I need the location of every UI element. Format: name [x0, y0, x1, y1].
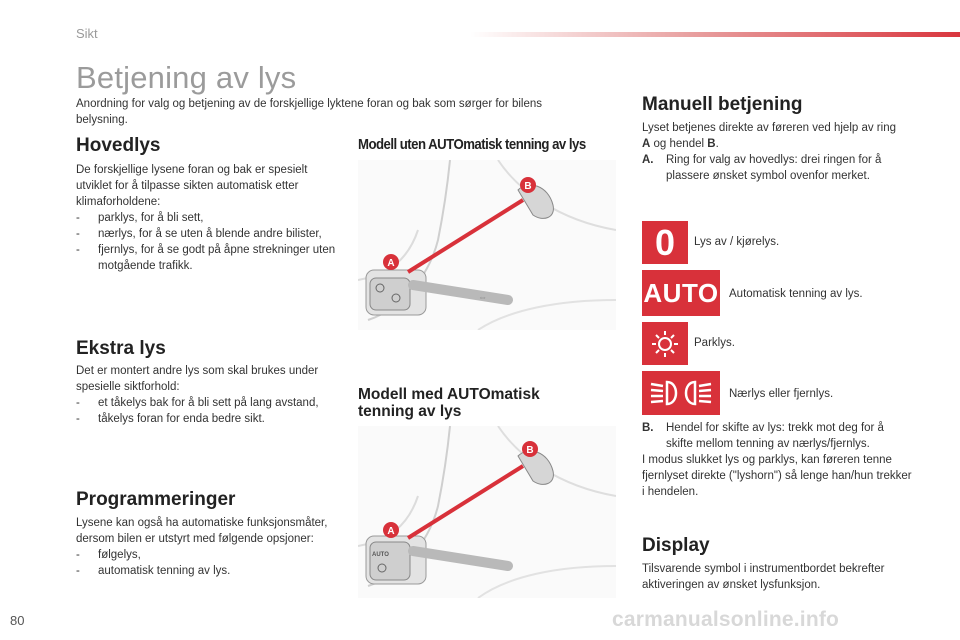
header-accent-bar [470, 32, 960, 37]
symbol-label-auto: Automatisk tenning av lys. [729, 288, 863, 300]
callout-b: B [526, 445, 534, 456]
programmeringer-body [76, 515, 331, 579]
callout-b: B [524, 181, 532, 192]
parking-light-svg [650, 329, 680, 359]
list-item: - nærlys, for å se uten å blende andre bilister, [76, 226, 336, 242]
list-item: - parklys, for å bli sett, [76, 210, 336, 226]
model-with-heading-line2: tenning av lys [358, 403, 462, 420]
model-with-heading-line1: Modell med AUTOmatisk [358, 386, 540, 403]
ekstra-body [76, 363, 341, 427]
manuell-heading: Manuell betjening [642, 94, 803, 115]
auto-icon [642, 270, 720, 316]
hovedlys-heading: Hovedlys [76, 135, 161, 156]
symbol-label-parking: Parklys. [694, 337, 735, 349]
list-item: - automatisk tenning av lys. [76, 563, 331, 579]
item-a-text: Ring for valg av hovedlys: drei ringen for å plassere ønsket symbol ovenfor merket. [666, 154, 882, 182]
stalk-illustration-manual [358, 160, 616, 330]
stalk-illustration-auto-svg [358, 426, 616, 598]
watermark: carmanualsonline.info [612, 608, 840, 631]
zero-icon [642, 221, 688, 264]
programmeringer-list [76, 547, 331, 579]
item-b-text: Hendel for skifte av lys: trekk mot deg for å skifte mellom tenning av nærlys/fjernlys. [666, 422, 884, 450]
display-heading: Display [642, 535, 710, 556]
model-without-heading: Modell uten AUTOmatisk tenning av lys [358, 136, 586, 153]
manuell-note: I modus slukket lys og parklys, kan føreren tenne fjernlyset direkte ("lyshorn") så lenge han/hun trekker i hendelen. [642, 454, 912, 498]
ekstra-list [76, 395, 341, 427]
symbol-label-off: Lys av / kjørelys. [694, 236, 780, 248]
parking-light-icon [642, 322, 688, 365]
auto-ring-label: AUTO [372, 552, 389, 558]
ring-key: A [642, 138, 651, 150]
headlight-svg [649, 378, 713, 408]
item-b [642, 420, 912, 452]
page-title: Betjening av lys [76, 60, 297, 95]
manuell-b-body [642, 420, 912, 500]
item-a [642, 152, 907, 184]
manuell-text-1: Lyset betjenes direkte av føreren ved hjelp av ring [642, 122, 896, 134]
hovedlys-text: De forskjellige lysene foran og bak er spesielt utviklet for å tilpasse sikten automatisk etter klimaforholdene: [76, 164, 308, 208]
manuell-intro [642, 120, 907, 152]
hovedlys-list [76, 210, 336, 274]
list-item: - fjernlys, for å se godt på åpne strekninger uten motgående trafikk. [76, 242, 336, 274]
item-a-key: A. [642, 154, 654, 166]
manuell-text-2: og hendel [653, 138, 705, 150]
list-item: - tåkelys foran for enda bedre sikt. [76, 411, 341, 427]
list-item: - følgelys, [76, 547, 331, 563]
stalk-illustration-auto [358, 426, 616, 598]
manuell-body [642, 120, 907, 184]
symbol-label-headlight: Nærlys eller fjernlys. [729, 388, 834, 400]
auto-glyph: AUTO [643, 278, 719, 308]
intro-text: Anordning for valg og betjening av de forskjellige lyktene foran og bak som sørger for bilens belysning. [76, 98, 543, 126]
section-label: Sikt [76, 26, 98, 41]
list-item: - et tåkelys bak for å bli sett på lang avstand, [76, 395, 341, 411]
ekstra-heading: Ekstra lys [76, 338, 166, 359]
display-text: Tilsvarende symbol i instrumentbordet bekrefter aktiveringen av ønsket lysfunksjon. [642, 563, 885, 591]
manuell-text-3: . [715, 138, 719, 150]
page-number: 80 [10, 613, 25, 628]
hovedlys-body [76, 162, 336, 274]
zero-glyph: 0 [654, 221, 676, 263]
ekstra-text: Det er montert andre lys som skal brukes under spesielle siktforhold: [76, 365, 319, 393]
callout-a: A [387, 526, 395, 537]
headlight-icon [642, 371, 720, 415]
callout-a: A [387, 258, 395, 269]
model-with-heading [358, 386, 540, 420]
svg-text:⇔: ⇔ [478, 292, 487, 302]
programmeringer-heading: Programmeringer [76, 489, 236, 510]
hendel-key: B [707, 138, 716, 150]
stalk-illustration-manual-svg [358, 160, 616, 330]
programmeringer-text: Lysene kan også ha automatiske funksjonsmåter, dersom bilen er utstyrt med følgende opsjoner: [76, 517, 328, 545]
item-b-key: B. [642, 422, 654, 434]
